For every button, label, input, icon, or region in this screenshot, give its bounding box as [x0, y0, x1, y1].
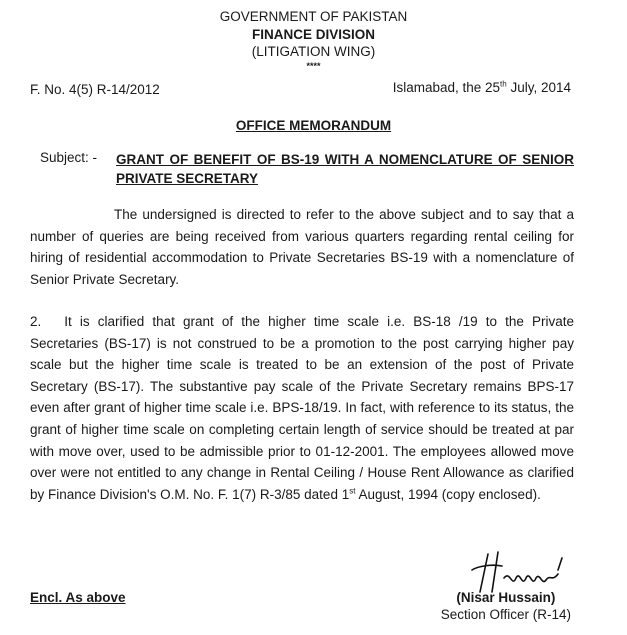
- signatory-block: [441, 590, 571, 622]
- subject-text: GRANT OF BENEFIT OF BS-19 WITH A NOMENCLATURE OF SENIOR PRIVATE SECRETARY: [116, 152, 574, 186]
- header-government: GOVERNMENT OF PAKISTAN: [219, 9, 408, 24]
- subject-label: Subject: -: [40, 150, 98, 165]
- paragraph-1: The undersigned is directed to refer to the above subject and to say that a number of queries are being received from various quarters regarding rental ceiling for hiring of residential accommodation to Private Secretaries BS-19 with a nomenclature of Senior Private Secretary.: [30, 207, 574, 287]
- paragraph-2-end: August, 1994 (copy enclosed).: [355, 486, 541, 502]
- place-date-sup: th: [500, 79, 507, 89]
- place-date-prefix: Islamabad, the 25: [392, 80, 501, 95]
- memo-title: OFFICE MEMORANDUM: [235, 118, 392, 133]
- enclosure-note: Encl. As above: [30, 590, 126, 605]
- paragraph-2-date-sup: st: [349, 486, 356, 496]
- paragraph-2: [30, 311, 574, 505]
- paragraph-2-main: It is clarified that grant of the higher time scale i.e. BS-18 /19 to the Private Secretaries (BS-17) is not construed to be a promotion to the post carrying higher pay scale but the higher time scale is treated to be an extension of the post of Private Secretary (BS-17). The substantive pay scale of the Private Secretary remains BPS-17 even after grant of higher time scale i.e. BPS-18/19. In fact, with reference to its status, the grant of higher time scale on completing certain length of service should be treated at par with move over, used to be admissible prior to 01-12-2001. The employees allowed move over were not entitled to any change in Rental Ceiling / House Rent Allowance as clarified by Finance Division's O.M. No. F. 1(7) R-3/85 dated 1: [30, 314, 574, 502]
- file-number: F. No. 4(5) R-14/2012: [30, 82, 160, 97]
- paragraph-2-number: 2.: [30, 314, 42, 329]
- signatory-name: (Nisar Hussain): [456, 590, 556, 605]
- place-date-suffix: July, 2014: [506, 80, 571, 95]
- signatory-designation: Section Officer (R-14): [440, 607, 571, 622]
- place-date: [393, 80, 571, 95]
- header-stars: ****: [306, 61, 321, 71]
- header-wing: (LITIGATION WING): [251, 44, 376, 59]
- header-division: FINANCE DIVISION: [251, 27, 375, 42]
